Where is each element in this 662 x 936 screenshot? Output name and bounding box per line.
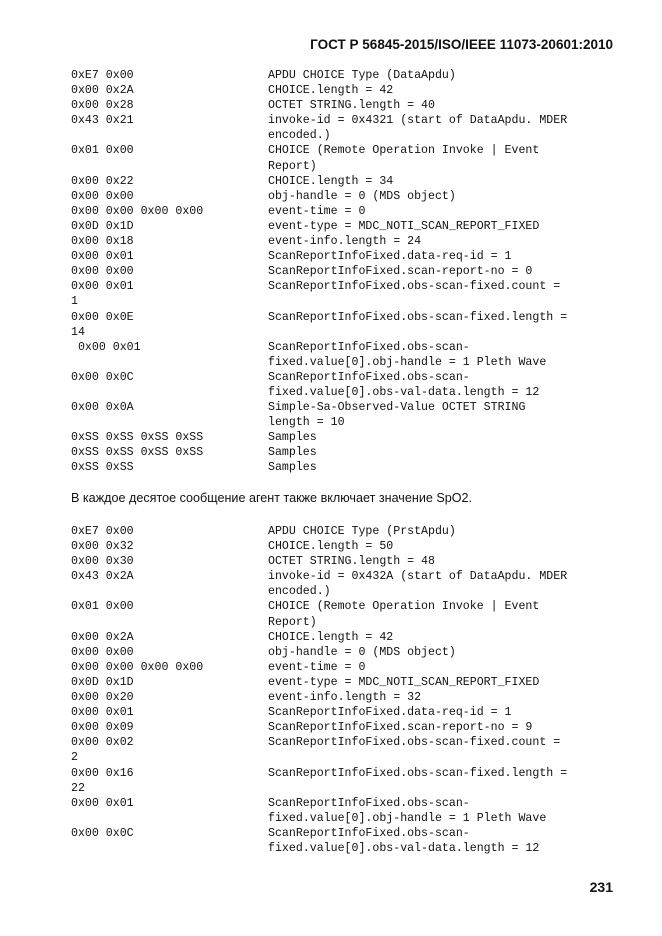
field-description: event-type = MDC_NOTI_SCAN_REPORT_FIXED (268, 219, 540, 233)
hex-bytes (71, 385, 268, 400)
hex-bytes: 0x00 0x02 (71, 736, 134, 750)
field-description: Report) (268, 159, 317, 173)
hex-bytes: 0xSS 0xSS 0xSS 0xSS (71, 446, 204, 460)
field-description: length = 10 (268, 416, 345, 430)
code-line (71, 841, 631, 856)
field-description: ScanReportInfoFixed.obs-scan- (268, 826, 470, 840)
hex-bytes (71, 811, 268, 826)
code-line (71, 219, 631, 234)
field-description: Samples (268, 461, 317, 475)
code-line (71, 645, 631, 660)
page-number: 231 (589, 879, 613, 895)
wrapped-continuation: 22 (71, 781, 85, 795)
hex-bytes: 0x00 0x0A (71, 401, 134, 415)
hex-bytes: 0x01 0x00 (71, 600, 134, 614)
code-line (71, 234, 631, 249)
hex-bytes: 0x0D 0x1D (71, 219, 134, 233)
code-line (71, 524, 631, 539)
hex-bytes: 0x00 0x32 (71, 540, 134, 554)
field-description: ScanReportInfoFixed.data-req-id = 1 (268, 250, 512, 264)
hex-bytes: 0x00 0x30 (71, 555, 134, 569)
field-description: event-time = 0 (268, 660, 366, 674)
code-line (71, 310, 631, 325)
field-description: event-info.length = 24 (268, 235, 422, 249)
hex-bytes: 0x00 0x00 (71, 265, 134, 279)
code-line (71, 325, 631, 340)
hex-bytes: 0x00 0x00 0x00 0x00 (71, 660, 204, 674)
code-line (71, 460, 631, 475)
field-description: OCTET STRING.length = 48 (268, 555, 435, 569)
field-description: fixed.value[0].obs-val-data.length = 12 (268, 841, 540, 855)
field-description: ScanReportInfoFixed.obs-scan-fixed.length = (268, 766, 568, 780)
field-description: invoke-id = 0x432A (start of DataApdu. MDER (268, 570, 568, 584)
field-description: CHOICE.length = 34 (268, 174, 394, 188)
code-line (71, 690, 631, 705)
code-line (71, 430, 631, 445)
field-description: CHOICE (Remote Operation Invoke | Event (268, 144, 540, 158)
code-line (71, 766, 631, 781)
field-description: ScanReportInfoFixed.scan-report-no = 0 (268, 265, 533, 279)
code-line (71, 294, 631, 309)
hex-bytes: 0x00 0x2A (71, 630, 134, 644)
field-description: invoke-id = 0x4321 (start of DataApdu. MDER (268, 114, 568, 128)
field-description: CHOICE.length = 42 (268, 84, 394, 98)
hex-bytes: 0x00 0x20 (71, 691, 134, 705)
code-line (71, 98, 631, 113)
code-listing-1 (71, 68, 631, 476)
code-line (71, 249, 631, 264)
field-description: CHOICE.length = 42 (268, 630, 394, 644)
code-line (71, 554, 631, 569)
hex-bytes: 0x00 0x00 (71, 189, 134, 203)
hex-bytes: 0x43 0x21 (71, 114, 134, 128)
code-line (71, 143, 631, 158)
code-line (71, 539, 631, 554)
hex-bytes: 0xE7 0x00 (71, 69, 134, 82)
code-listing-2 (71, 524, 631, 856)
hex-bytes: 0x00 0x01 (71, 250, 134, 264)
code-line (71, 204, 631, 219)
field-description: ScanReportInfoFixed.obs-scan-fixed.count = (268, 280, 561, 294)
field-description: event-info.length = 32 (268, 691, 422, 705)
code-line (71, 159, 631, 174)
code-line (71, 675, 631, 690)
hex-bytes: 0x00 0x00 (71, 645, 134, 659)
hex-bytes: 0x00 0x01 (71, 706, 134, 720)
code-line (71, 264, 631, 279)
field-description: ScanReportInfoFixed.obs-scan- (268, 370, 470, 384)
hex-bytes (71, 128, 268, 143)
code-line (71, 599, 631, 614)
field-description: ScanReportInfoFixed.scan-report-no = 9 (268, 721, 533, 735)
field-description: ScanReportInfoFixed.obs-scan- (268, 796, 470, 810)
field-description: event-time = 0 (268, 204, 366, 218)
field-description: APDU CHOICE Type (PrstApdu) (268, 525, 456, 538)
code-line (71, 750, 631, 765)
field-description: Samples (268, 446, 317, 460)
code-line (71, 113, 631, 128)
code-line (71, 735, 631, 750)
hex-bytes: 0x00 0x01 (71, 796, 134, 810)
field-description: fixed.value[0].obs-val-data.length = 12 (268, 385, 540, 399)
field-description: Simple-Sa-Observed-Value OCTET STRING (268, 401, 526, 415)
hex-bytes: 0xE7 0x00 (71, 525, 134, 538)
body-paragraph: В каждое десятое сообщение агент также включает значение SpO2. (71, 491, 473, 505)
hex-bytes: 0xSS 0xSS (71, 461, 134, 475)
hex-bytes: 0x00 0x22 (71, 174, 134, 188)
hex-bytes: 0x00 0x01 (71, 340, 141, 354)
code-line (71, 189, 631, 204)
code-line (71, 569, 631, 584)
code-line (71, 128, 631, 143)
field-description: ScanReportInfoFixed.data-req-id = 1 (268, 706, 512, 720)
code-line (71, 445, 631, 460)
hex-bytes: 0xSS 0xSS 0xSS 0xSS (71, 431, 204, 445)
code-line (71, 705, 631, 720)
code-line (71, 68, 631, 83)
field-description: encoded.) (268, 129, 331, 143)
field-description: CHOICE.length = 50 (268, 540, 394, 554)
field-description: encoded.) (268, 585, 331, 599)
hex-bytes: 0x00 0x0C (71, 370, 134, 384)
hex-bytes: 0x01 0x00 (71, 144, 134, 158)
hex-bytes: 0x43 0x2A (71, 570, 134, 584)
hex-bytes (71, 415, 268, 430)
code-line (71, 781, 631, 796)
field-description: ScanReportInfoFixed.obs-scan- (268, 340, 470, 354)
code-line (71, 83, 631, 98)
hex-bytes: 0x00 0x16 (71, 766, 134, 780)
field-description: Report) (268, 615, 317, 629)
code-line (71, 630, 631, 645)
wrapped-continuation: 1 (71, 295, 78, 309)
code-line (71, 584, 631, 599)
code-line (71, 415, 631, 430)
hex-bytes: 0x00 0x09 (71, 721, 134, 735)
code-line (71, 826, 631, 841)
hex-bytes: 0x00 0x0C (71, 826, 134, 840)
field-description: ScanReportInfoFixed.obs-scan-fixed.length = (268, 310, 568, 324)
field-description: OCTET STRING.length = 40 (268, 99, 435, 113)
hex-bytes (71, 841, 268, 856)
hex-bytes: 0x00 0x0E (71, 310, 134, 324)
field-description: Samples (268, 431, 317, 445)
code-line (71, 279, 631, 294)
hex-bytes (71, 584, 268, 599)
field-description: CHOICE (Remote Operation Invoke | Event (268, 600, 540, 614)
document-header: ГОСТ Р 56845-2015/ISO/IEEE 11073-20601:2010 (310, 37, 613, 52)
hex-bytes (71, 355, 268, 370)
hex-bytes: 0x00 0x00 0x00 0x00 (71, 204, 204, 218)
code-line (71, 615, 631, 630)
code-line (71, 720, 631, 735)
field-description: fixed.value[0].obj-handle = 1 Pleth Wave (268, 355, 547, 369)
code-line (71, 660, 631, 675)
hex-bytes: 0x00 0x01 (71, 280, 134, 294)
hex-bytes: 0x00 0x18 (71, 235, 134, 249)
code-line (71, 811, 631, 826)
hex-bytes (71, 159, 268, 174)
wrapped-continuation: 14 (71, 325, 85, 339)
field-description: obj-handle = 0 (MDS object) (268, 645, 456, 659)
hex-bytes: 0x00 0x28 (71, 99, 134, 113)
code-line (71, 385, 631, 400)
code-line (71, 796, 631, 811)
field-description: obj-handle = 0 (MDS object) (268, 189, 456, 203)
code-line (71, 370, 631, 385)
field-description: fixed.value[0].obj-handle = 1 Pleth Wave (268, 811, 547, 825)
field-description: event-type = MDC_NOTI_SCAN_REPORT_FIXED (268, 675, 540, 689)
code-line (71, 355, 631, 370)
code-line (71, 174, 631, 189)
code-line (71, 400, 631, 415)
wrapped-continuation: 2 (71, 751, 78, 765)
hex-bytes: 0x0D 0x1D (71, 675, 134, 689)
field-description: ScanReportInfoFixed.obs-scan-fixed.count = (268, 736, 561, 750)
field-description: APDU CHOICE Type (DataApdu) (268, 69, 456, 82)
hex-bytes: 0x00 0x2A (71, 84, 134, 98)
code-line (71, 340, 631, 355)
hex-bytes (71, 615, 268, 630)
